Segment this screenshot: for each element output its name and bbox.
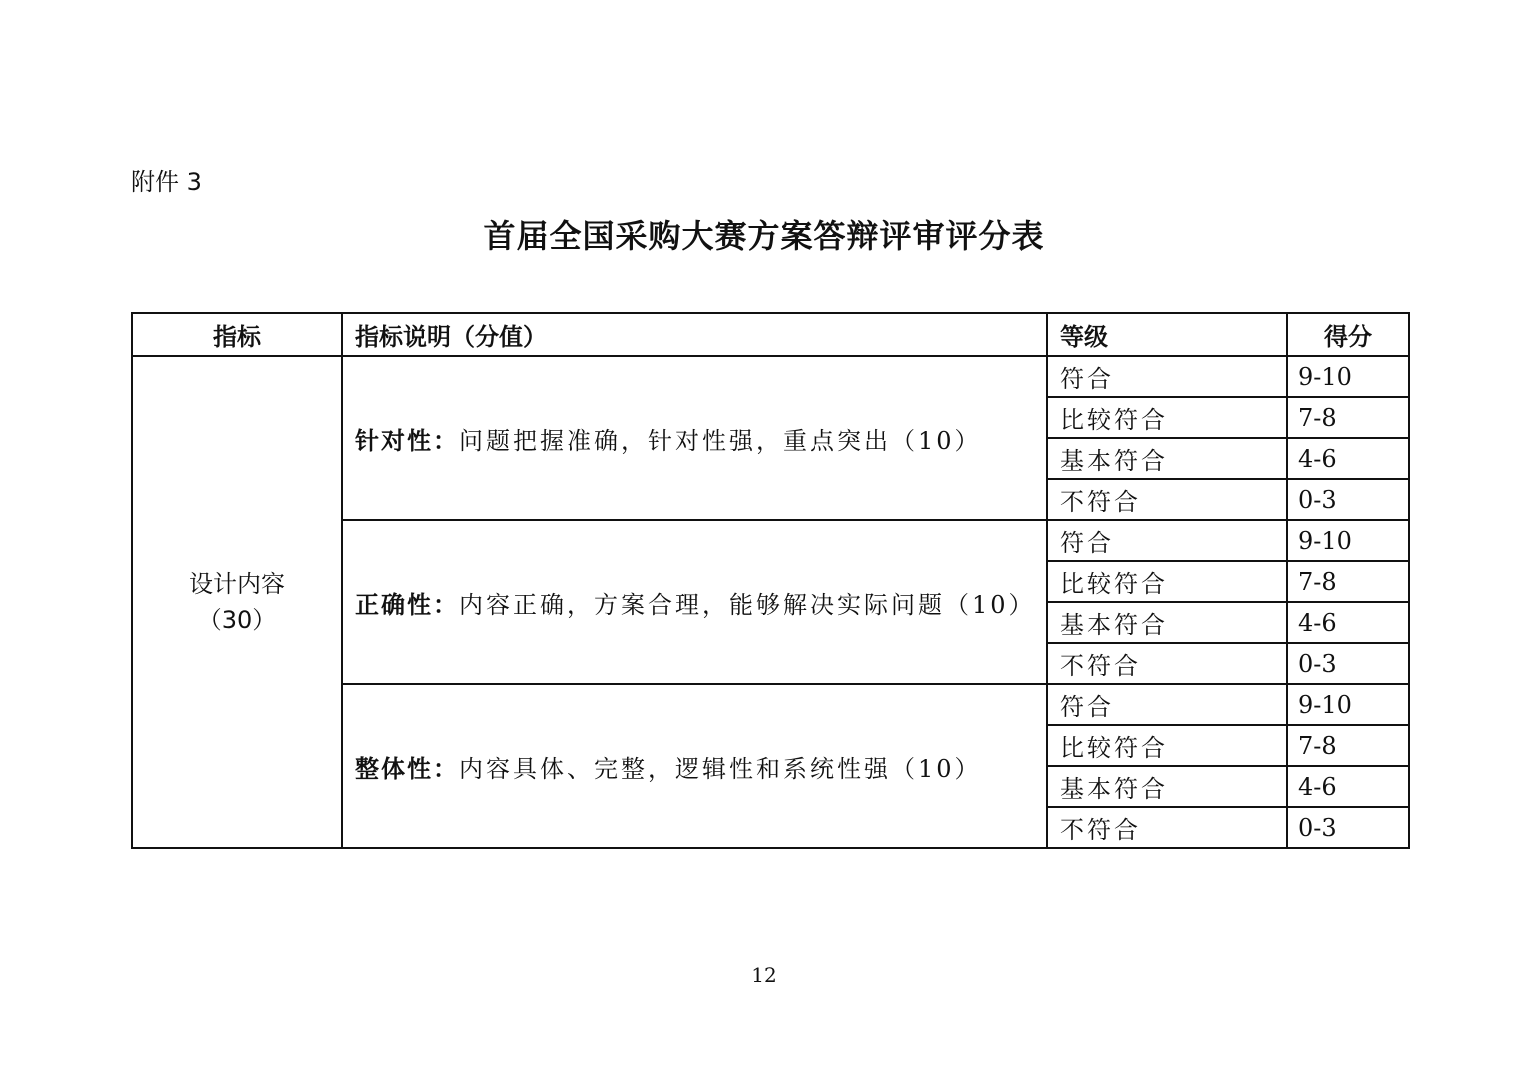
- score-range-cell: 0-3: [1287, 807, 1409, 848]
- page-title: 首届全国采购大赛方案答辩评审评分表: [483, 217, 1045, 255]
- grade-cell: 不符合: [1047, 807, 1287, 848]
- grade-cell: 符合: [1047, 520, 1287, 561]
- attachment-label: 附件 3: [131, 168, 202, 196]
- grade-cell: 比较符合: [1047, 561, 1287, 602]
- grade-cell: 比较符合: [1047, 397, 1287, 438]
- header-indicator: 指标: [132, 313, 342, 356]
- criterion-text: 内容正确，方案合理，能够解决实际问题（10）: [459, 590, 1036, 619]
- header-grade: 等级: [1047, 313, 1287, 356]
- page-number: 12: [751, 963, 777, 987]
- score-range-cell: 4-6: [1287, 602, 1409, 643]
- grade-cell: 不符合: [1047, 479, 1287, 520]
- criterion-label: 正确性：: [355, 590, 459, 619]
- grade-cell: 不符合: [1047, 643, 1287, 684]
- score-range-cell: 9-10: [1287, 684, 1409, 725]
- grade-cell: 基本符合: [1047, 766, 1287, 807]
- grade-cell: 基本符合: [1047, 602, 1287, 643]
- score-range-cell: 7-8: [1287, 561, 1409, 602]
- indicator-cell: [132, 356, 342, 848]
- indicator-name: 设计内容: [189, 570, 285, 598]
- score-range-cell: 0-3: [1287, 479, 1409, 520]
- score-range-cell: 0-3: [1287, 643, 1409, 684]
- score-range-cell: 9-10: [1287, 356, 1409, 397]
- indicator-points: （30）: [197, 606, 277, 634]
- criterion-description: [342, 520, 1047, 684]
- grade-cell: 符合: [1047, 684, 1287, 725]
- header-score: 得分: [1287, 313, 1409, 356]
- criterion-label: 整体性：: [355, 754, 459, 783]
- grade-cell: 符合: [1047, 356, 1287, 397]
- score-range-cell: 7-8: [1287, 397, 1409, 438]
- score-range-cell: 4-6: [1287, 766, 1409, 807]
- score-range-cell: 7-8: [1287, 725, 1409, 766]
- score-range-cell: 4-6: [1287, 438, 1409, 479]
- criterion-description: [342, 684, 1047, 848]
- criterion-label: 针对性：: [355, 426, 459, 455]
- criterion-text: 内容具体、完整，逻辑性和系统性强（10）: [459, 754, 982, 783]
- criterion-text: 问题把握准确，针对性强，重点突出（10）: [459, 426, 982, 455]
- grade-cell: 基本符合: [1047, 438, 1287, 479]
- table-header-row: [132, 313, 1409, 356]
- header-description: 指标说明（分值）: [342, 313, 1047, 356]
- scoring-table: [131, 312, 1410, 849]
- grade-cell: 比较符合: [1047, 725, 1287, 766]
- table-row: [132, 356, 1409, 397]
- score-range-cell: 9-10: [1287, 520, 1409, 561]
- criterion-description: [342, 356, 1047, 520]
